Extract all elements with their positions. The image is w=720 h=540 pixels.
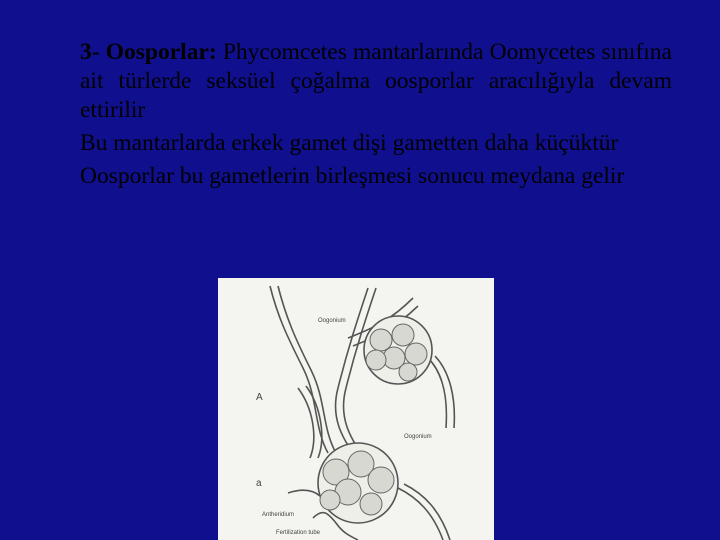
label-oogonium-bottom: Oogonium bbox=[404, 434, 432, 440]
paragraph-gamete-size: Bu mantarlarda erkek gamet dişi gametten daha küçüktür bbox=[80, 130, 619, 156]
heading-number: 3- bbox=[80, 39, 106, 65]
label-a-bottom: a bbox=[256, 478, 262, 489]
label-fertilization-tube: Fertilization tube bbox=[276, 530, 321, 536]
oogonium-bottom bbox=[318, 443, 398, 523]
paragraph-oospores bbox=[80, 38, 672, 125]
oogonium-top bbox=[364, 316, 432, 384]
heading-term: Oosporlar: bbox=[105, 39, 217, 65]
label-oogonium-top: Oogonium bbox=[318, 318, 346, 324]
label-a-top: A bbox=[256, 392, 263, 403]
hyphae-top bbox=[270, 286, 454, 458]
slide-text bbox=[80, 38, 672, 191]
label-antheridium: Antheridium bbox=[262, 512, 295, 518]
paragraph1-text: Phycomcetes mantarlarında Oomycetes sınıfına ait türlerde seksüel çoğalma oosporlar aracılığıyla devam ettirilir bbox=[80, 39, 672, 123]
paragraph-oospore-formation: Oosporlar bu gametlerin birleşmesi sonucu meydana gelir bbox=[80, 163, 625, 189]
oogonium-drawing bbox=[218, 278, 494, 540]
oogonium-illustration bbox=[218, 278, 494, 540]
